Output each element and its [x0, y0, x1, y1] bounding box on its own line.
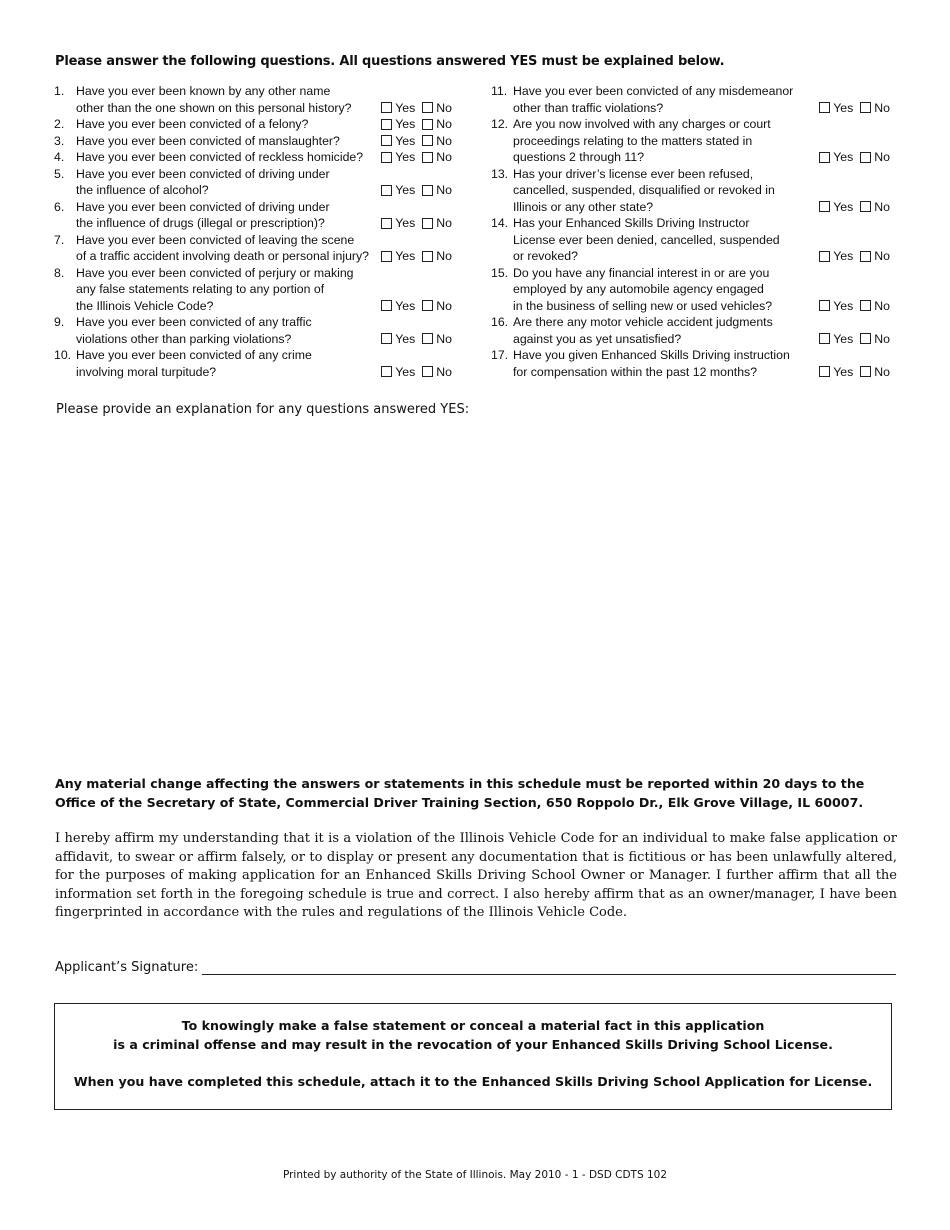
yes-label: Yes: [395, 249, 416, 263]
question-text: other than traffic violations?: [513, 100, 664, 115]
yes-no-group: [374, 331, 452, 348]
yes-checkbox[interactable]: [381, 333, 392, 344]
no-option[interactable]: [860, 364, 890, 381]
question-number: 17.: [491, 348, 509, 362]
yes-label: Yes: [395, 183, 416, 197]
yes-checkbox[interactable]: [819, 300, 830, 311]
question-text: Has your driver’s license ever been refused,: [513, 166, 754, 181]
yes-checkbox[interactable]: [381, 300, 392, 311]
yes-label: Yes: [395, 364, 416, 379]
question-text: Are you now involved with any charges or court: [513, 117, 771, 131]
question-item: [54, 265, 454, 315]
no-checkbox[interactable]: [860, 201, 871, 212]
yes-checkbox[interactable]: [819, 102, 830, 113]
question-text: the influence of alcohol?: [76, 183, 209, 197]
explanation-label: Please provide an explanation for any questions answered YES:: [56, 402, 470, 417]
yes-label: Yes: [833, 298, 854, 313]
yes-label: Yes: [833, 199, 854, 214]
no-checkbox[interactable]: [422, 366, 433, 377]
yes-option[interactable]: [381, 331, 415, 348]
question-item: [54, 199, 454, 232]
question-number: 5.: [54, 166, 65, 181]
no-checkbox[interactable]: [422, 119, 433, 130]
question-text: for compensation within the past 12 months?: [513, 364, 758, 379]
question-text: employed by any automobile agency engaged: [513, 282, 764, 296]
no-option[interactable]: [422, 331, 452, 348]
question-text: Have you ever been convicted of reckless homicide?: [76, 150, 364, 164]
yes-option[interactable]: [381, 116, 415, 133]
yes-label: Yes: [395, 298, 416, 313]
question-number: 10.: [54, 348, 72, 362]
no-label: No: [874, 298, 890, 313]
yes-label: Yes: [395, 117, 416, 131]
no-checkbox[interactable]: [422, 333, 433, 344]
signature-field[interactable]: [202, 959, 896, 975]
question-text: violations other than parking violations?: [76, 331, 292, 346]
no-option[interactable]: [422, 364, 452, 381]
no-label: No: [874, 100, 890, 115]
question-text: Do you have any financial interest in or are you: [513, 265, 770, 280]
yes-label: Yes: [833, 249, 854, 263]
question-number: 7.: [54, 232, 65, 247]
no-option[interactable]: [422, 149, 452, 166]
question-item: [54, 314, 454, 347]
yes-option[interactable]: [381, 248, 415, 265]
question-text: Have you ever been convicted of leaving the scene: [76, 232, 355, 247]
yes-no-group: [812, 248, 890, 265]
yes-option[interactable]: [381, 149, 415, 166]
yes-label: Yes: [833, 331, 854, 346]
yes-no-group: [374, 116, 452, 133]
question-text: or revoked?: [513, 249, 578, 263]
yes-option[interactable]: [819, 298, 853, 315]
yes-label: Yes: [833, 364, 854, 379]
yes-label: Yes: [833, 150, 854, 164]
yes-no-group: [812, 331, 890, 348]
warning-box: [54, 1003, 892, 1110]
yes-option[interactable]: [381, 364, 415, 381]
yes-option[interactable]: [381, 100, 415, 117]
no-checkbox[interactable]: [860, 102, 871, 113]
question-item: [491, 83, 891, 116]
question-text: Have you ever been convicted of manslaughter?: [76, 133, 340, 148]
question-text: Have you ever been convicted of any misdemeanor: [513, 84, 794, 98]
yes-checkbox[interactable]: [381, 119, 392, 130]
question-number: 16.: [491, 315, 509, 329]
question-number: 8.: [54, 265, 65, 280]
no-label: No: [436, 331, 452, 346]
question-item: [54, 347, 454, 380]
yes-checkbox[interactable]: [381, 135, 392, 146]
yes-checkbox[interactable]: [381, 218, 392, 229]
no-checkbox[interactable]: [422, 135, 433, 146]
no-label: No: [436, 100, 452, 115]
yes-option[interactable]: [381, 182, 415, 199]
signature-row: [55, 959, 896, 975]
yes-option[interactable]: [381, 215, 415, 232]
yes-no-group: [374, 182, 452, 199]
question-item: [54, 166, 454, 199]
no-option[interactable]: [860, 248, 890, 265]
signature-label: Applicant’s Signature:: [55, 960, 199, 975]
no-checkbox[interactable]: [422, 218, 433, 229]
question-number: 12.: [491, 117, 509, 131]
no-option[interactable]: [860, 149, 890, 166]
question-item: [54, 232, 454, 265]
no-option[interactable]: [422, 133, 452, 150]
yes-no-group: [374, 133, 452, 150]
yes-no-group: [812, 364, 890, 381]
no-option[interactable]: [422, 182, 452, 199]
question-item: [54, 83, 454, 116]
question-number: 3.: [54, 133, 65, 148]
no-label: No: [874, 364, 890, 379]
question-item: [491, 314, 891, 347]
question-number: 9.: [54, 315, 65, 329]
yes-no-group: [374, 298, 452, 315]
yes-checkbox[interactable]: [819, 333, 830, 344]
no-option[interactable]: [860, 331, 890, 348]
yes-option[interactable]: [819, 364, 853, 381]
question-number: 15.: [491, 265, 509, 280]
yes-no-group: [812, 149, 890, 166]
no-option[interactable]: [860, 298, 890, 315]
questions-right-column: [491, 83, 891, 380]
yes-checkbox[interactable]: [819, 251, 830, 262]
question-item: [54, 149, 454, 166]
yes-checkbox[interactable]: [381, 102, 392, 113]
question-item: [491, 347, 891, 380]
yes-label: Yes: [395, 150, 416, 164]
page-footer: Printed by authority of the State of Illinois. May 2010 - 1 - DSD CDTS 102: [282, 1169, 668, 1181]
question-number: 13.: [491, 166, 509, 181]
explanation-field[interactable]: [55, 425, 895, 765]
yes-option[interactable]: [819, 248, 853, 265]
no-label: No: [436, 183, 452, 197]
question-text: Have you ever been known by any other name: [76, 84, 331, 98]
warning-line-2: is a criminal offense and may result in the revocation of your Enhanced Skills Driving School License.: [113, 1037, 833, 1052]
no-checkbox[interactable]: [422, 152, 433, 163]
no-checkbox[interactable]: [860, 333, 871, 344]
no-option[interactable]: [422, 116, 452, 133]
yes-option[interactable]: [819, 149, 853, 166]
no-checkbox[interactable]: [422, 102, 433, 113]
no-checkbox[interactable]: [422, 185, 433, 196]
yes-no-group: [374, 149, 452, 166]
yes-label: Yes: [395, 331, 416, 346]
questions-left-column: [54, 83, 454, 380]
yes-no-group: [812, 100, 890, 117]
yes-no-group: [812, 298, 890, 315]
no-label: No: [874, 199, 890, 214]
question-text: involving moral turpitude?: [76, 364, 217, 379]
material-change-notice: Any material change affecting the answers or statements in this schedule must be reported within 20 days to the Office of the Secretary of State, Commercial Driver Training Section, 650 Roppolo Dr., Elk Grove Village, IL 60007.: [55, 776, 865, 810]
question-text: Have you given Enhanced Skills Driving instruction: [513, 348, 790, 362]
yes-no-group: [812, 199, 890, 216]
question-text: other than the one shown on this personal history?: [76, 100, 352, 115]
yes-no-group: [374, 248, 452, 265]
question-number: 1.: [54, 84, 65, 98]
yes-label: Yes: [395, 133, 416, 148]
yes-label: Yes: [833, 100, 854, 115]
no-label: No: [436, 249, 452, 263]
no-label: No: [436, 364, 452, 379]
question-text: Has your Enhanced Skills Driving Instructor: [513, 216, 750, 230]
no-checkbox[interactable]: [422, 300, 433, 311]
no-checkbox[interactable]: [860, 152, 871, 163]
yes-no-group: [374, 215, 452, 232]
no-checkbox[interactable]: [860, 251, 871, 262]
question-number: 14.: [491, 216, 509, 230]
question-text: Have you ever been convicted of driving under: [76, 166, 330, 181]
yes-checkbox[interactable]: [381, 251, 392, 262]
no-label: No: [436, 298, 452, 313]
no-option[interactable]: [422, 100, 452, 117]
yes-checkbox[interactable]: [819, 152, 830, 163]
no-checkbox[interactable]: [860, 300, 871, 311]
yes-option[interactable]: [819, 199, 853, 216]
yes-label: Yes: [395, 216, 416, 230]
no-label: No: [436, 133, 452, 148]
question-text: against you as yet unsatisfied?: [513, 331, 682, 346]
question-number: 4.: [54, 150, 65, 164]
no-checkbox[interactable]: [860, 366, 871, 377]
affirmation-paragraph: I hereby affirm my understanding that it is a violation of the Illinois Vehicle Code for an individual to make false application or affidavit, to swear or affirm falsely, or to display or present any documentation that is fictitious or has been unlawfully altered, for the purposes of making application for an Enhanced Skills Driving School Owner or Manager. I further affirm that all the information set forth in the foregoing schedule is true and correct. I also hereby affirm that as an owner/manager, I have been fingerprinted in accordance with the rules and regulations of the Illinois Vehicle Code.: [55, 831, 897, 920]
question-item: [491, 215, 891, 265]
question-text: proceedings relating to the matters stated in: [513, 133, 753, 148]
no-option[interactable]: [860, 199, 890, 216]
no-label: No: [874, 249, 890, 263]
no-option[interactable]: [422, 248, 452, 265]
question-text: of a traffic accident involving death or personal injury?: [76, 249, 370, 263]
yes-checkbox[interactable]: [819, 201, 830, 212]
yes-option[interactable]: [381, 298, 415, 315]
question-item: [491, 116, 891, 166]
yes-option[interactable]: [819, 331, 853, 348]
question-text: in the business of selling new or used vehicles?: [513, 298, 773, 313]
yes-checkbox[interactable]: [381, 366, 392, 377]
warning-line-1: To knowingly make a false statement or conceal a material fact in this application: [181, 1018, 765, 1033]
yes-option[interactable]: [381, 133, 415, 150]
no-label: No: [436, 216, 452, 230]
question-number: 6.: [54, 199, 65, 214]
attach-instruction: When you have completed this schedule, attach it to the Enhanced Skills Driving School Application for License.: [73, 1074, 873, 1089]
no-option[interactable]: [422, 215, 452, 232]
question-text: Have you ever been convicted of a felony?: [76, 117, 309, 131]
question-text: the Illinois Vehicle Code?: [76, 298, 214, 313]
question-number: 2.: [54, 117, 65, 131]
no-label: No: [874, 150, 890, 164]
question-text: Have you ever been convicted of any traffic: [76, 315, 312, 329]
question-text: questions 2 through 11?: [513, 150, 645, 164]
question-text: License ever been denied, cancelled, suspended: [513, 232, 780, 247]
question-item: [54, 116, 454, 133]
question-text: Illinois or any other state?: [513, 199, 654, 214]
question-text: Have you ever been convicted of driving under: [76, 199, 330, 214]
question-text: the influence of drugs (illegal or prescription)?: [76, 216, 325, 230]
question-text: Have you ever been convicted of any crime: [76, 348, 312, 362]
question-item: [491, 265, 891, 315]
question-item: [491, 166, 891, 216]
yes-no-group: [374, 100, 452, 117]
yes-no-group: [374, 364, 452, 381]
question-text: Have you ever been convicted of perjury or making: [76, 265, 354, 280]
no-option[interactable]: [422, 298, 452, 315]
question-text: cancelled, suspended, disqualified or revoked in: [513, 183, 775, 197]
form-heading: Please answer the following questions. All questions answered YES must be explained below.: [55, 54, 725, 69]
yes-checkbox[interactable]: [819, 366, 830, 377]
yes-checkbox[interactable]: [381, 185, 392, 196]
question-item: [54, 133, 454, 150]
yes-label: Yes: [395, 100, 416, 115]
no-label: No: [874, 331, 890, 346]
question-number: 11.: [491, 84, 508, 98]
yes-option[interactable]: [819, 100, 853, 117]
question-text: Are there any motor vehicle accident judgments: [513, 315, 773, 329]
no-label: No: [436, 117, 452, 131]
no-option[interactable]: [860, 100, 890, 117]
yes-checkbox[interactable]: [381, 152, 392, 163]
question-text: any false statements relating to any portion of: [76, 282, 325, 296]
no-checkbox[interactable]: [422, 251, 433, 262]
no-label: No: [436, 150, 452, 164]
